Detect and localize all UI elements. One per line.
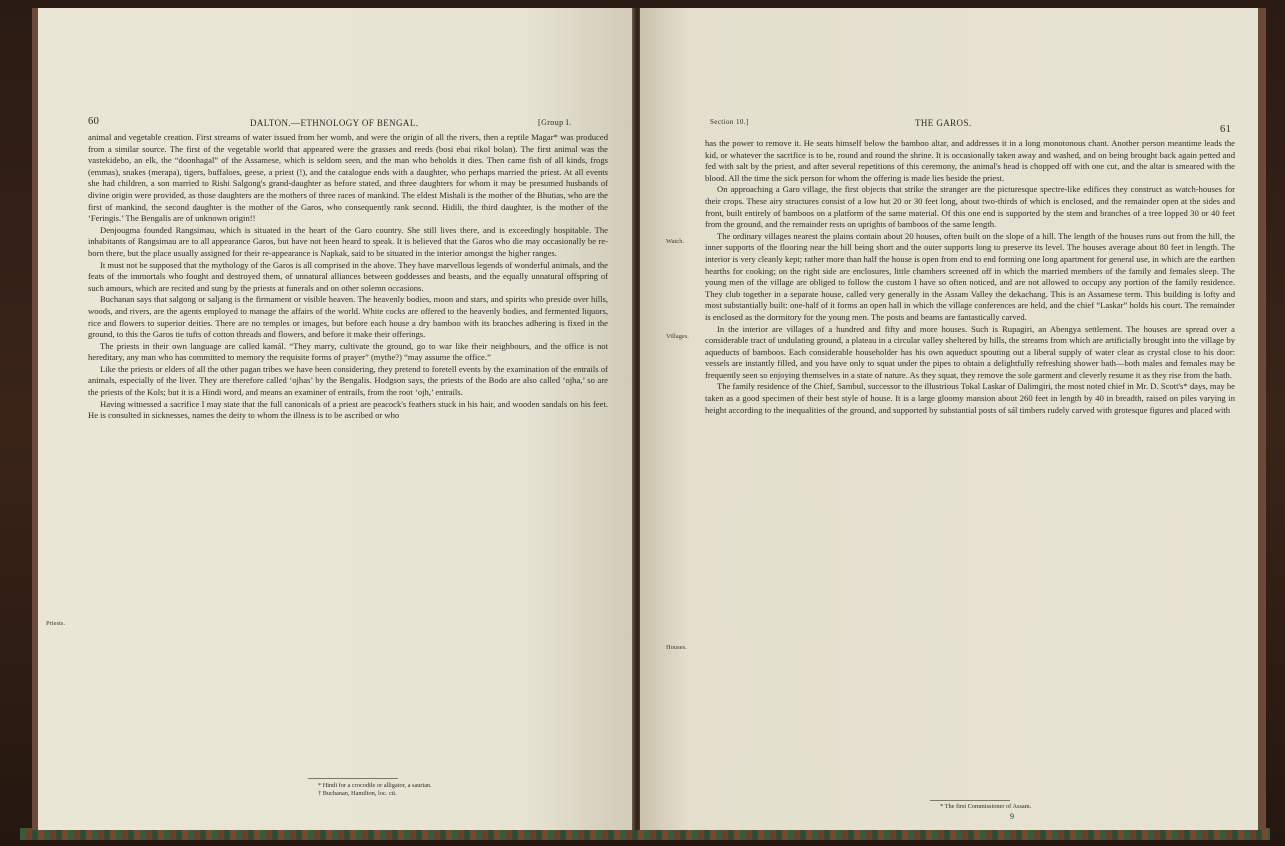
footnotes [318, 782, 618, 798]
signature-mark: 9 [1010, 812, 1015, 821]
footnote: † Buchanan, Hamilton, loc. cit. [318, 790, 397, 797]
right-page-number: 61 [1220, 124, 1232, 135]
paragraph: Denjougma founded Rangsimau, which is situated in the heart of the Garo country. She still lives there, and is exceedingly hospitable. The inhabitants of Rangsimau are to all appearance Garos, but have not been heard to speak. It is believed that the Garos who die may occasionally be re-born there, but the place usually assigned for their re-appearance is Napkak, said to be situated in the interior amongst the higher ranges. [88, 224, 608, 258]
paragraph: It must not be supposed that the mythology of the Garos is all comprised in the above. They have marvellous legends of wonderful animals, and the feats of the immortals who fought and destroyed them, of unnatural alliances between goddesses and beasts, and the equally unnatural offspring of such amours, which are recited and sung by the priests at funerals and on other solemn occasions. [88, 259, 608, 293]
left-page [32, 8, 642, 830]
footnote-rule [930, 800, 1010, 801]
left-running-head: DALTON.—ETHNOLOGY OF BENGAL. [250, 118, 419, 128]
paragraph: The ordinary villages nearest the plains contain about 20 houses, often built on the slope of a hill. The length of the houses runs out from the hill, the inner supports of the flooring near the hill being short and the outer supports long to preserve its level. The houses average about 80 feet in length. The interior is very cleanly kept; rather more than half the house is open from end to end forming one long apartment for general use, in which are the earthen hearths for cooking; on the right side are enclosures, little chambers screened off in which the married members of the family and females sleep. The young men of the village are obliged to follow the custom I have so often noticed, and are not allowed to occupy any portion of the family residence. They club together in a separate house, called very generally in the Assam Valley the dekachang. This is an Assamese term. This building is lofty and most substantially built: one-half of it forms an open hall in which the village conferences are held, and the chief “Laskar” holds his court. The remainder is enclosed as the dormitory for the young men. The posts and beams are fantastically carved. [705, 230, 1235, 322]
footnote-rule [308, 778, 398, 779]
right-body-text [705, 138, 1235, 416]
paragraph: Having witnessed a sacrifice I may state that the full canonicals of a priest are peacock's feathers stuck in his hair, and wooden sandals on his feet. He is consulted in sicknesses, names the deity to whom the illness is to be ascribed or who [88, 398, 608, 421]
paragraph: The family residence of the Chief, Sambul, successor to the illustrious Tokal Laskar of Dalimgiri, the most noted chief in Mr. D. Scott's* days, may be taken as a good specimen of their best style of house. It is a large gloomy mansion about 260 feet in length by 40 in breadth, raised on piles varying in height according to the inequalities of the ground, and supported by substantial posts of sál timbers rudely carved with grotesque figures and placed with [705, 381, 1235, 415]
margin-note-watch: Watch. [666, 238, 685, 245]
margin-note-villages: Villages. [666, 333, 689, 340]
margin-note-priests: Priests. [46, 620, 65, 627]
right-page [640, 8, 1266, 830]
paragraph: has the power to remove it. He seats himself below the bamboo altar, and addresses it in a long monotonous chant. Another person meantime leads the kid, or whatever the sacrifice is to be, round and round the shrine. It is occasionally taken away and washed, and on being brought back again petted and fed with salt by the priest, and after several repetitions of this ceremony, the animal's head is chopped off with one cut, and the altar is smeared with the blood. All the time the sick person for whom the offering is made lies beside the priest. [705, 138, 1235, 183]
right-section-tag: Section 10.] [710, 118, 749, 126]
margin-note-houses: Houses. [666, 644, 687, 651]
footnote: * Hindi for a crocodile or alligator, a saurian. [318, 782, 432, 789]
left-body-text [88, 132, 608, 422]
paragraph: animal and vegetable creation. First streams of water issued from her womb, and were the origin of all the rivers, then a reptile Magar* was produced from a similar source. The first of the vegetable world that appeared were the grasses and reeds (bosi ebai rikol bolan). The first animal was the vastekidebo, an elk, the “doonhagal” of the Assamese, which is seldom seen, and the man who beholds it dies. Then came fish of all kinds, frogs (emmas), snakes (merapa), tigers, buffaloes, geese, a priest (!), and the catalogue ends with a daughter, who perhaps married the priest. At all events she had children, a son married to Rishi Salgong's grand-daughter as before stated, and three daughters for whom it may be presumed husbands of divine origin were provided, as those daughters are the mothers of three races of mankind. The eldest Mishali is the mother of the Bhutias, who are the first of mankind, the second daughter is the mother of the Garos, who consequently rank second. Hidili, the third daughter, is the mother of the ‘Feringis.’ The Bengalis are of unknown origin!! [88, 132, 608, 224]
paragraph: Buchanan says that salgong or saljang is the firmament or visible heaven. The heavenly bodies, moon and stars, and spirits who preside over hills, woods, and rivers, are the agents employed to manage the affairs of the world. White cocks are offered to the heavenly bodies, and fermented liquors, rice and flowers to superior deities. There are no temples or images, but before each house a dry bamboo with its branches adhering is fixed in the ground, to this the Garos tie tufts of cotton threads and flowers, and before it make their offerings. [88, 294, 608, 340]
left-page-number: 60 [88, 116, 100, 127]
paragraph: In the interior are villages of a hundred and fifty and more houses. Such is Rupagiri, an Abengya settlement. The houses are spread over a considerable tract of undulating ground, a plateau in a circular valley sheltered by hills, the streams from which are artificially brought into the village by aqueducts of bamboos. Each considerable householder has his own aqueduct spouting out a liberal supply of water clear as crystal close to his door: vessels are instantly filled, and you have only to squat under the pipes to obtain a delightfully refreshing shower bath—both males and females may be frequently seen so enjoying themselves in a state of nature. As they squat, they remove the sole garment and cleverly resume it as they rise from the bath. [705, 323, 1235, 380]
right-running-head: THE GAROS. [915, 118, 972, 128]
footnote: * The first Commissioner of Assam. [940, 803, 1032, 810]
paragraph: Like the priests or elders of all the other pagan tribes we have been considering, they pretend to foretell events by the examination of the entrails of animals, especially of the liver. They are therefore called ‘ojhas’ by the Bengalis. Hodgson says, the priests of the Bodo are also called ‘ojha,’ so are the priests of the Kols; but it is a Hindi word, and means an examiner of entrails, from the root ‘ojh,’ entrails. [88, 363, 608, 398]
left-section-tag: [Group I. [538, 118, 572, 127]
paragraph: On approaching a Garo village, the first objects that strike the stranger are the picturesque spectre-like edifices they construct as watch-houses for their crops. These airy structures consist of a low hut 20 or 30 feet long, about two-thirds of which is enclosed, and the remainder open at the sides and front, built entirely of bamboos on a platform of the same material. Of this one end is supported by the stem and branches of a tree lopped 30 or 40 feet from the ground, and the remainder rests on uprights of bamboos of the same length. [705, 184, 1235, 230]
paragraph: The priests in their own language are called kamál. “They marry, cultivate the ground, go to war like their neighbours, and the office is not hereditary, any man who has committed to memory the requisite forms of prayer” (mythe?) “may assume the office.” [88, 340, 608, 363]
